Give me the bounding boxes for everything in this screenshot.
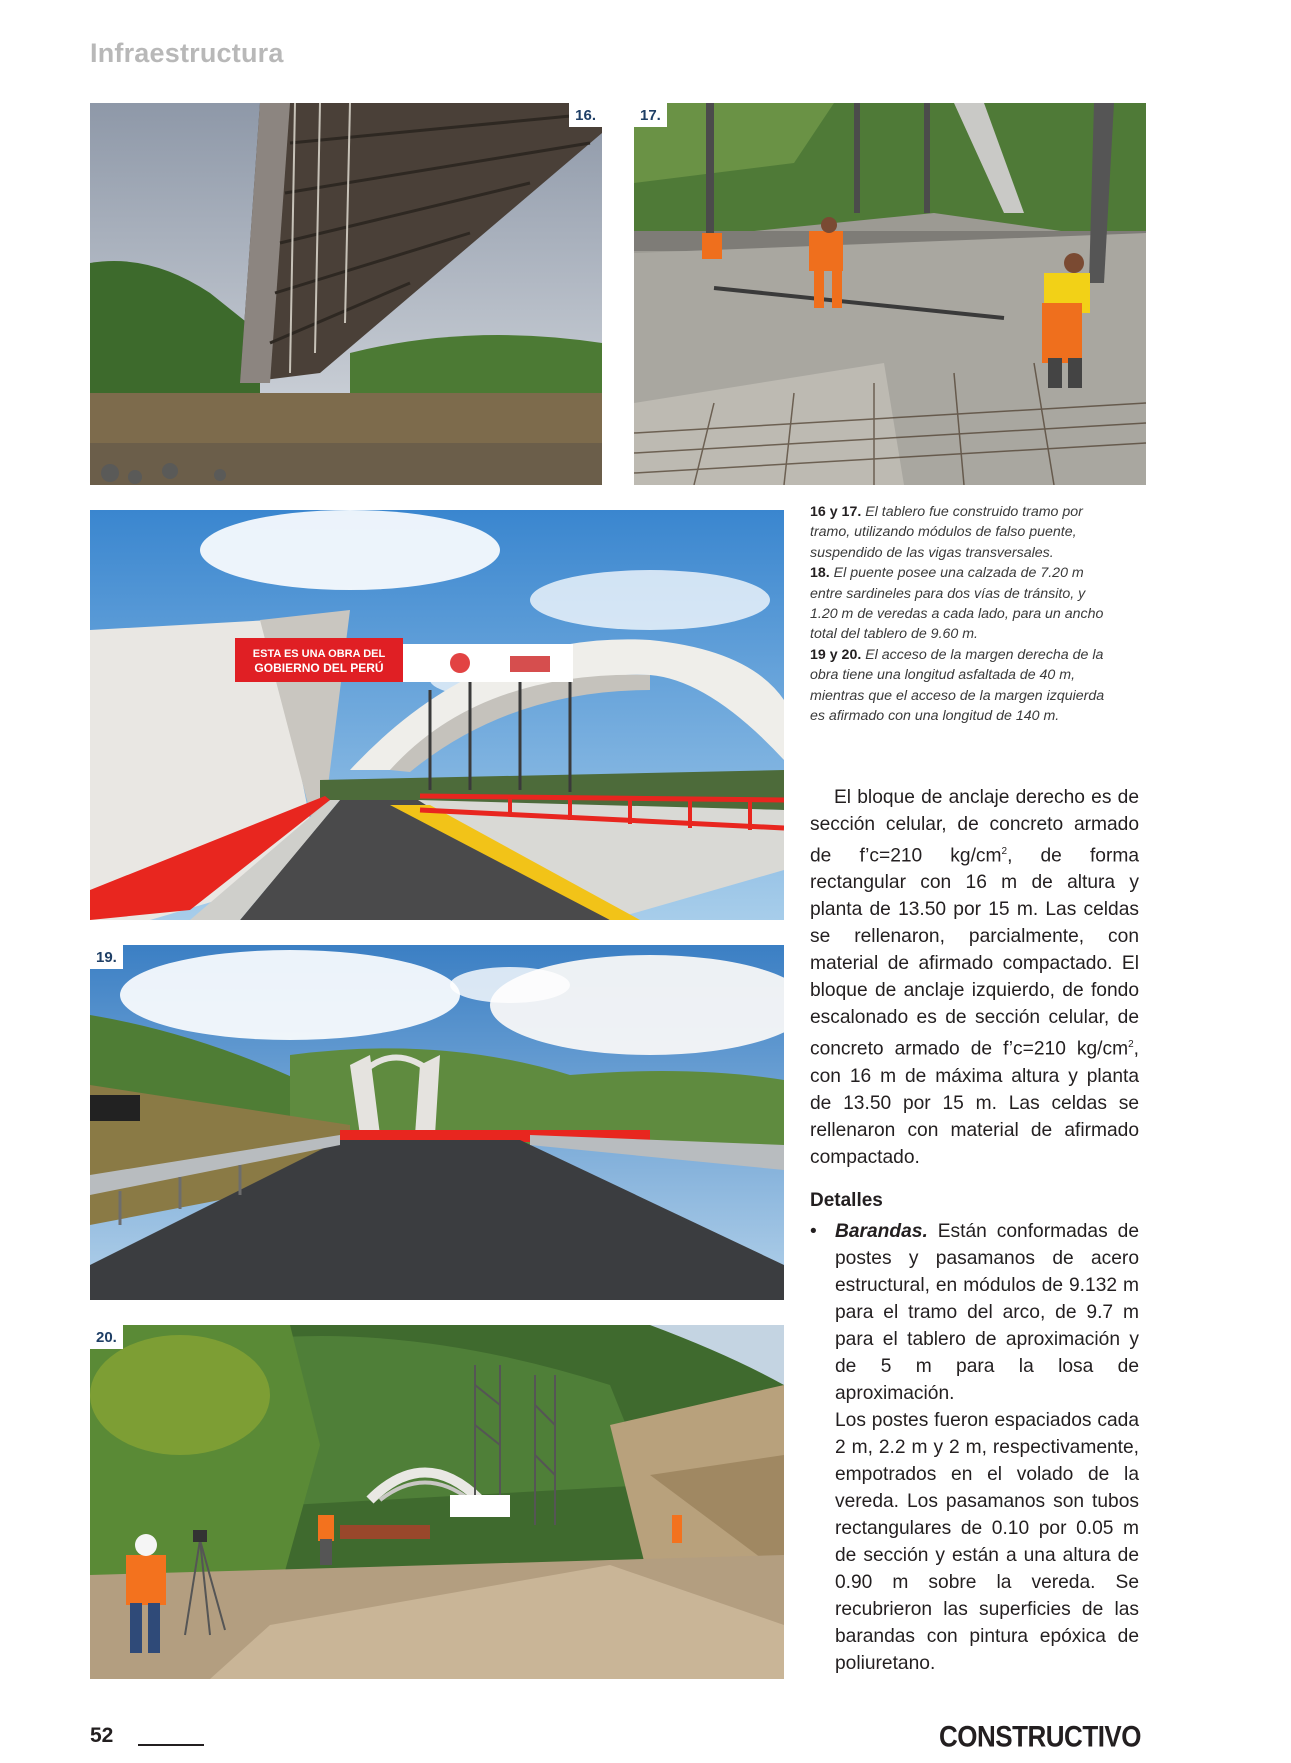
photo-number: 20. — [90, 1325, 123, 1349]
magazine-logo: CONSTRUCTIVO — [939, 1719, 1141, 1754]
caption-text: El puente posee una calzada de 7.20 m entre sardineles para dos vías de tránsito, y 1.20 m de veredas a cada lado, para un ancho total del tablero de 9.60 m. — [810, 565, 1104, 643]
photo-caption — [810, 502, 1110, 726]
footer-rule — [138, 1744, 204, 1746]
superscript: 2 — [1001, 846, 1008, 857]
photo-number: 17. — [634, 103, 667, 127]
photo-20 — [90, 1325, 784, 1679]
photo-19 — [90, 945, 784, 1300]
banner-text-line1: ESTA ES UNA OBRA DEL — [252, 648, 386, 660]
photo-18 — [90, 510, 784, 920]
details-item-title: Barandas. — [835, 1221, 928, 1242]
photo-16 — [90, 103, 602, 485]
details-heading: Detalles — [810, 1190, 883, 1211]
caption-ref: 19 y 20. — [810, 646, 862, 663]
body-paragraph — [810, 784, 1139, 1171]
details-paragraph — [835, 1218, 1139, 1407]
body-text-part: El bloque de anclaje derecho es de sección celular, de concreto armado de f’c=210 kg/cm — [810, 787, 1139, 867]
caption-text: El acceso de la margen derecha de la obra tiene una longitud asfaltada de 40 m, mientras que el acceso de la margen izquierda es afirmado con una longitud de 140 m. — [810, 646, 1105, 725]
banner-text-line2: GOBIERNO DEL PERÚ — [254, 661, 384, 675]
details-text: Están conformadas de postes y pasamanos de acero estructural, en módulos de 9.132 m para el tramo del arco, de 9.7 m para el tablero de aproximación y de 5 m para la losa de aproximación. — [835, 1221, 1139, 1404]
details-list-item — [810, 1218, 1139, 1677]
body-text — [810, 784, 1139, 1171]
body-text-part: , con 16 m de máxima altura y planta de 13.50 por 15 m. Las celdas se rellenaron con material de afirmado compactado. — [810, 1038, 1139, 1168]
section-title: Infraestructura — [90, 38, 284, 68]
photo-17 — [634, 103, 1146, 485]
superscript: 2 — [1128, 1039, 1134, 1051]
bullet-marker: • — [810, 1221, 817, 1242]
photo-number: 19. — [90, 945, 123, 969]
details-paragraph: Los postes fueron espaciados cada 2 m, 2.2 m y 2 m, respectivamente, empotrados en el volado de la vereda. Los pasamanos son tubos rectangulares de 0.10 por 0.05 m de sección y están a una altura de 0.90 m sobre la vereda. Se recubrieron las superficies de las barandas con pintura epóxica de poliuretano. — [835, 1410, 1139, 1674]
photo-number: 16. — [569, 103, 602, 127]
page-number: 52 — [90, 1724, 114, 1747]
caption-ref: 16 y 17. — [810, 504, 862, 520]
caption-text: El tablero fue construido tramo por tramo, utilizando módulos de falso puente, suspendido de las vigas transversales. — [810, 504, 1083, 561]
body-text-part: , de forma rectangular con 16 m de altura y planta de 13.50 por 15 m. Las celdas se rellenaron, parcialmente, con material de afirmado compactado. El bloque de anclaje izquierdo, de fondo escalonado es de sección celular, de concreto armado de f’c=210 kg/cm — [810, 845, 1139, 1060]
caption-ref: 18. — [810, 565, 830, 582]
